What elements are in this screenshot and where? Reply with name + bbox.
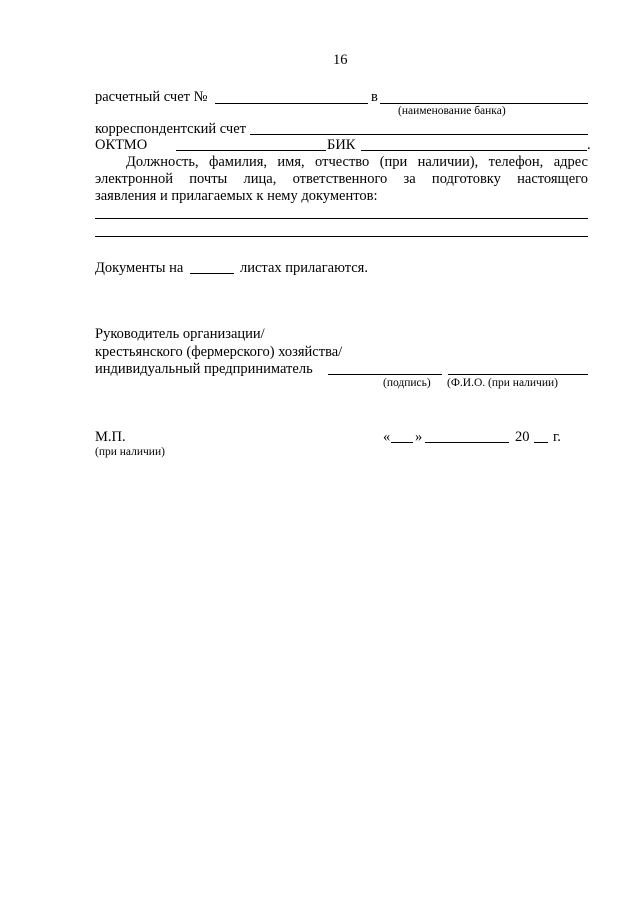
date-close-quote: » bbox=[415, 429, 423, 445]
account-label: расчетный счет № bbox=[95, 89, 208, 105]
bik-field[interactable] bbox=[361, 150, 587, 151]
signature-field[interactable] bbox=[328, 374, 442, 375]
corr-account-field[interactable] bbox=[250, 134, 588, 135]
signer-name-field[interactable] bbox=[448, 374, 588, 375]
bik-end-mark: . bbox=[587, 137, 591, 153]
bik-label: БИК bbox=[327, 137, 356, 153]
responsible-field-1[interactable] bbox=[95, 218, 588, 219]
responsible-field-2[interactable] bbox=[95, 236, 588, 237]
stamp-label: М.П. bbox=[95, 429, 126, 445]
oktmo-label: ОКТМО bbox=[95, 137, 148, 153]
documents-suffix: листах прилагаются. bbox=[240, 260, 368, 276]
responsible-line-2: электронной почты лица, ответственного за подготовку настоящего bbox=[95, 171, 588, 187]
corr-account-label: корреспондентский счет bbox=[95, 121, 246, 137]
bank-name-field[interactable] bbox=[380, 103, 588, 104]
signer-name-caption: (Ф.И.О. (при наличии) bbox=[447, 377, 558, 389]
stamp-caption: (при наличии) bbox=[95, 446, 165, 458]
bank-in-label: в bbox=[371, 89, 378, 105]
bank-name-caption: (наименование банка) bbox=[398, 105, 506, 117]
responsible-line-1: Должность, фамилия, имя, отчество (при наличии), телефон, адрес bbox=[126, 154, 588, 170]
date-year-prefix: 20 bbox=[515, 429, 530, 445]
signer-line-2: крестьянского (фермерского) хозяйства/ bbox=[95, 344, 343, 360]
documents-prefix: Документы на bbox=[95, 260, 184, 276]
date-year-field[interactable] bbox=[534, 442, 548, 443]
date-day-field[interactable] bbox=[391, 442, 413, 443]
signature-caption: (подпись) bbox=[383, 377, 431, 389]
page-number: 16 bbox=[333, 52, 348, 68]
signer-line-1: Руководитель организации/ bbox=[95, 326, 265, 342]
date-open-quote: « bbox=[383, 429, 391, 445]
signer-line-3: индивидуальный предприниматель bbox=[95, 361, 313, 377]
date-month-field[interactable] bbox=[425, 442, 509, 443]
documents-pages-field[interactable] bbox=[190, 273, 234, 274]
oktmo-field[interactable] bbox=[176, 150, 326, 151]
account-number-field[interactable] bbox=[215, 103, 368, 104]
date-year-suffix: г. bbox=[553, 429, 561, 445]
responsible-line-3: заявления и прилагаемых к нему документов: bbox=[95, 188, 378, 204]
